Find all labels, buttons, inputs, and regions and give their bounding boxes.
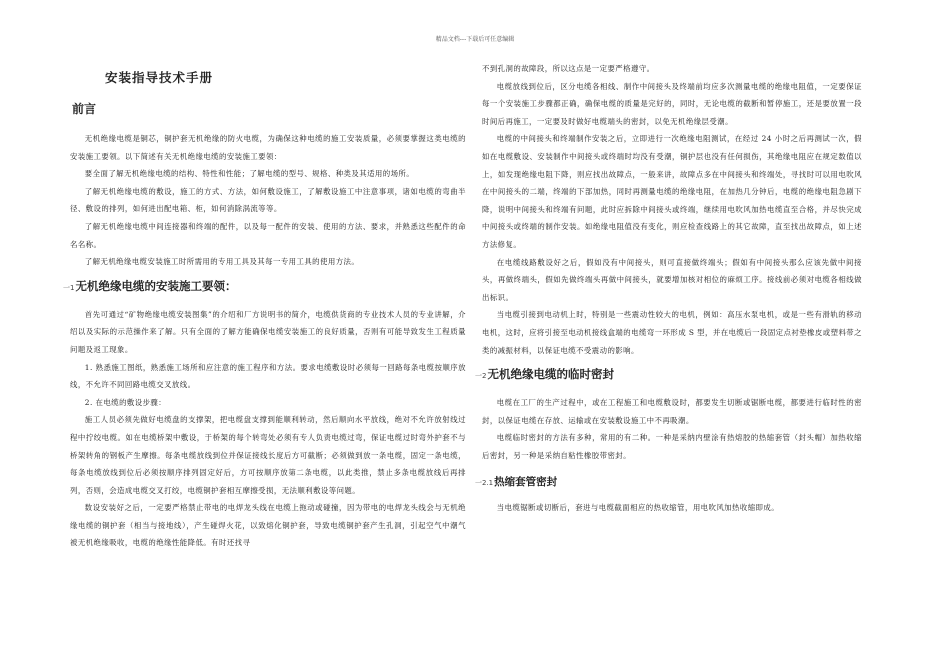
- section-1-paragraph: 在电缆线路敷设好之后，假如没有中间接头，则可直接做终端头；假如有中间接头那么应该先做中间接头，再做终端头，假如先做终端头再做中间接头，就要增加核对相位的麻烦工序。接线前必须对电缆各相线做出标识。: [482, 257, 862, 302]
- preface-title: 前言: [72, 102, 97, 116]
- section-2-1-heading: [475, 474, 862, 489]
- section-1-paragraph: 电缆的中间接头和终端制作安装之后，立即进行一次绝缘电阻测试，在经过 24 小时之后再测试一次，假如在电缆敷设、安装制作中间接头或终端时均没有受潮，铜护层也没有任何损伤，其绝缘电阻应在规定数值以上，如发现绝缘电阻下降，则应找出故障点，一般来讲，故障点多在中间接头和终端处，寻找时可以用电吹风在中间接头的二端，终端的下部加热，同时再测量电缆的绝缘电阻，在加热几分钟后，电缆的绝缘电阻急剧下降，说明中间接头和终端有问题，此时应拆除中间接头或终端，继续用电吹风加热电缆直至合格，并尽快完成中间接头或终端的制作安装。如绝缘电阻值没有变化，则应检查线路上的其它故障，直至找出故障点，如上述方法修复。: [482, 134, 862, 249]
- document-title: 安装指导技术手册: [105, 70, 214, 85]
- preface-paragraph: 了解无机绝缘电缆中间连接器和终端的配件，以及每一配件的安装、使用的方法、要求，并熟悉这些配件的命名名称。: [70, 221, 466, 249]
- section-1-heading: [63, 278, 466, 294]
- page-header: 精品文档---下载后可任意编辑: [435, 36, 515, 43]
- section-1-title: 无机绝缘电缆的安装施工要领：: [75, 278, 237, 293]
- section-2-1-paragraph: 当电缆锯断或切断后，套进与电缆截面相应的热收缩管，用电吹风加热收缩即成。: [496, 503, 780, 513]
- section-2-paragraph: 电缆在工厂的生产过程中，或在工程施工和电缆敷设时，都要发生切断或锯断电缆，都要进行临时性的密封，以保证电缆在存放、运输或在安装敷设施工中不再吸潮。: [482, 398, 862, 425]
- section-1-paragraph: 首先可通过“矿物绝缘电缆安装图集”的介绍和厂方说明书的简介，电缆供货商的专业技术人员的专业讲解，介绍以及实际的示范操作来了解。只有全面的了解方能确保电缆安装施工的良好质量，否则有可能导致发生工程质量问题及返工现象。: [70, 309, 466, 354]
- section-1-paragraph: 1. 熟悉施工图纸，熟悉施工场所和应注意的施工程序和方法。要求电缆敷设时必须每一回路每条电缆按顺序放线，不允许不同回路电缆交叉放线。: [70, 362, 466, 390]
- right-column: [475, 60, 862, 517]
- section-2-1-title: 热缩套管密封: [494, 476, 558, 489]
- section-1-paragraph: 电缆放线到位后，区分电缆各相线、制作中间接头及终端前均应多次测量电缆的绝缘电阻值，一定要保证每一个安装施工步骤都正确，确保电缆的质量是完好的，同时，无论电缆的截断和暂停施工，还是要放置一段时间后再施工，一定要及时做好电缆端头的密封，以免无机绝缘层受潮。: [482, 81, 862, 126]
- preface-paragraph: 了解无机绝缘电缆安装施工时所需用的专用工具及其每一专用工具的使用方法。: [84, 257, 360, 267]
- section-2-number: 一2: [475, 372, 487, 381]
- section-2-heading: [475, 366, 862, 382]
- section-1-paragraph: 数设安装好之后，一定要严格禁止带电的电焊龙头线在电缆上拖动或碰撞，因为带电的电焊龙头线会与无机绝缘电缆的铜护套（相当与接地线），产生碰焊火花，以致熔化铜护套，导致电缆铜护套产生孔洞，引起空气中潮气被无机绝缘吸收，电缆的绝缘性能降低。有时还找寻: [70, 503, 466, 548]
- section-2-paragraph: 电缆临时密封的方法有多种，常用的有二种。一种是采纳内壁涂有热熔胶的热缩套管（封头帽）加热收缩后密封，另一种是采纳自粘性橡胶带密封。: [482, 433, 862, 460]
- section-1-number: 一1: [63, 283, 75, 292]
- section-1-paragraph-continued: 不到孔洞的故障段，所以这点是一定要严格遵守。: [482, 64, 655, 73]
- section-2-title: 无机绝缘电缆的临时密封: [487, 367, 614, 382]
- section-1-paragraph: 当电缆引接到电动机上时，特别是一些震动性较大的电机，例如：高压水泵电机，或是一些有滑轨的移动电机，这时，应将引接至电动机接线盒端的电缆弯一环形成 S 型，并在电缆后一段固定点衬垫橡皮或塑料带之类的减振材料，以保证电缆不受震动的影响。: [482, 310, 862, 355]
- preface-paragraph: 无机绝缘电缆是铜芯，铜护套无机绝缘的防火电缆，为确保这种电缆的施工安装质量，必须要掌握这类电缆的安装施工要领。以下简述有关无机绝缘电缆的安装施工要领：: [70, 134, 466, 161]
- section-2-1-number: 一2.1: [475, 479, 494, 488]
- preface-paragraph: 要全面了解无机绝缘电缆的结构、特性和性能；了解电缆的型号、规格、种类及其适用的场所。: [84, 169, 415, 179]
- section-1-paragraph: 施工人员必须先做好电缆盘的支撑架，把电缆盘支撑到能顺利转动，然后顺向水平放线，绝对不允许放射线过程中拧绞电缆。如在电缆桥架中敷设，于桥架的每个转弯处必须有专人负责电缆过弯，保证电缆过时弯外护套不与桥架转角的钢板产生摩擦。每条电缆放线到位并保证接线长度后方可截断；必须做到放一条电缆，固定一条电缆，每条电缆放线到位后必须按顺序排列固定好后，方可按顺序放第二条电缆，以此类推，禁止多条电缆放线后再排列，否则，会造成电缆交叉打绞，电缆铜护套相互摩擦受损，无法顺利敷设等问题。: [70, 415, 466, 495]
- preface-paragraph: 了解无机绝缘电缆的敷设，施工的方式、方法，如何敷设施工，了解敷设施工中注意事项，诸如电缆的弯曲半径、敷设的排列，如何进出配电箱、柜，如何消除涡流等等。: [70, 186, 466, 214]
- left-column: [63, 60, 466, 552]
- section-1-paragraph: 2. 在电缆的敷设步骤：: [84, 397, 167, 407]
